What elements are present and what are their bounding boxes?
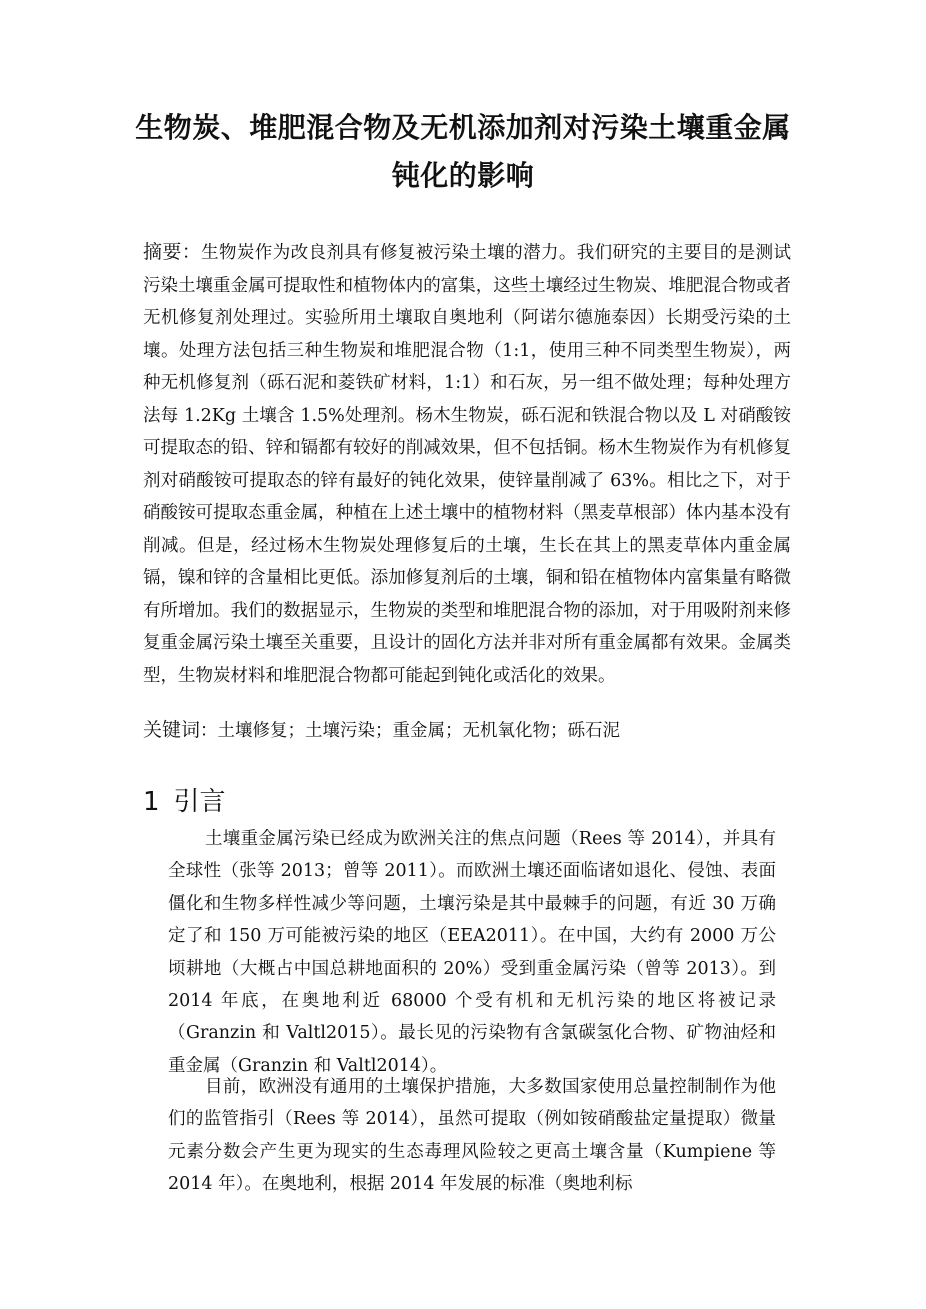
- paper-title: [120, 104, 806, 200]
- keywords-text: ：土壤修复；土壤污染；重金属；无机氧化物；砾石泥: [200, 721, 621, 741]
- section-number: 1: [143, 787, 160, 817]
- title-line-1: 生物炭、堆肥混合物及无机添加剂对污染土壤重金属: [135, 111, 791, 144]
- section-title: 引言: [173, 787, 226, 817]
- intro-paragraph-1: 土壤重金属污染已经成为欧洲关注的焦点问题（Rees 等 2014），并具有全球性（张等 2013；曾等 2011）。而欧洲土壤还面临诸如退化、侵蚀、表面僵化和生物多样性减少等问题，土壤污染是其中最棘手的问题，有近 30 万确定了和 150 万可能被污染的地区（EEA2011）。在中国，大约有 2000 万公顷耕地（大概占中国总耕地面积的 20%）受到重金属污染（曾等 2013）。到 2014 年底，在奥地利近 68000 个受有机和无机污染的地区将被记录（Granzin 和 Valtl2015）。最长见的污染物有含氯碳氢化合物、矿物油烃和重金属（Granzin 和 Valtl2014）。: [168, 829, 776, 1076]
- abstract-text: 生物炭作为改良剂具有修复被污染土壤的潜力。我们研究的主要目的是测试污染土壤重金属可提取性和植物体内的富集，这些土壤经过生物炭、堆肥混合物或者无机修复剂处理过。实验所用土壤取自奥地利（阿诺尔德施泰因）长期受污染的土壤。处理方法包括三种生物炭和堆肥混合物（1:1，使用三种不同类型生物炭），两种无机修复剂（砾石泥和菱铁矿材料，1:1）和石灰，另一组不做处理；每种处理方法每 1.2Kg 土壤含 1.5%处理剂。杨木生物炭，砾石泥和铁混合物以及 L 对硝酸铵可提取态的铅、锌和镉都有较好的削减效果，但不包括铜。杨木生物炭作为有机修复剂对硝酸铵可提取态的锌有最好的钝化效果，使锌量削减了 63%。相比之下，对于硝酸铵可提取态重金属，种植在上述土壤中的植物材料（黑麦草根部）体内基本没有削减。但是，经过杨木生物炭处理修复后的土壤，生长在其上的黑麦草体内重金属镉，镍和锌的含量相比更低。添加修复剂后的土壤，铜和铅在植物体内富集量有略微有所增加。我们的数据显示，生物炭的类型和堆肥混合物的添加，对于用吸附剂来修复重金属污染土壤至关重要，且设计的固化方法并非对所有重金属都有效果。金属类型，生物炭材料和堆肥混合物都可能起到钝化或活化的效果。: [143, 243, 791, 686]
- abstract: [143, 236, 791, 692]
- keywords: [143, 714, 791, 747]
- abstract-label: 摘要：: [143, 241, 202, 263]
- title-line-2: 钝化的影响: [391, 159, 535, 192]
- keywords-label: 关键词: [143, 719, 201, 741]
- intro-paragraph-2: 目前，欧洲没有通用的土壤保护措施，大多数国家使用总量控制制作为他们的监管指引（Rees 等 2014），虽然可提取（例如铵硝酸盐定量提取）微量元素分数会产生更为现实的生态毒理风险较之更高土壤含量（Kumpiene 等 2014 年）。在奥地利，根据 2014 年发展的标准（奥地利标: [168, 1077, 776, 1195]
- section-heading-introduction: [143, 782, 226, 822]
